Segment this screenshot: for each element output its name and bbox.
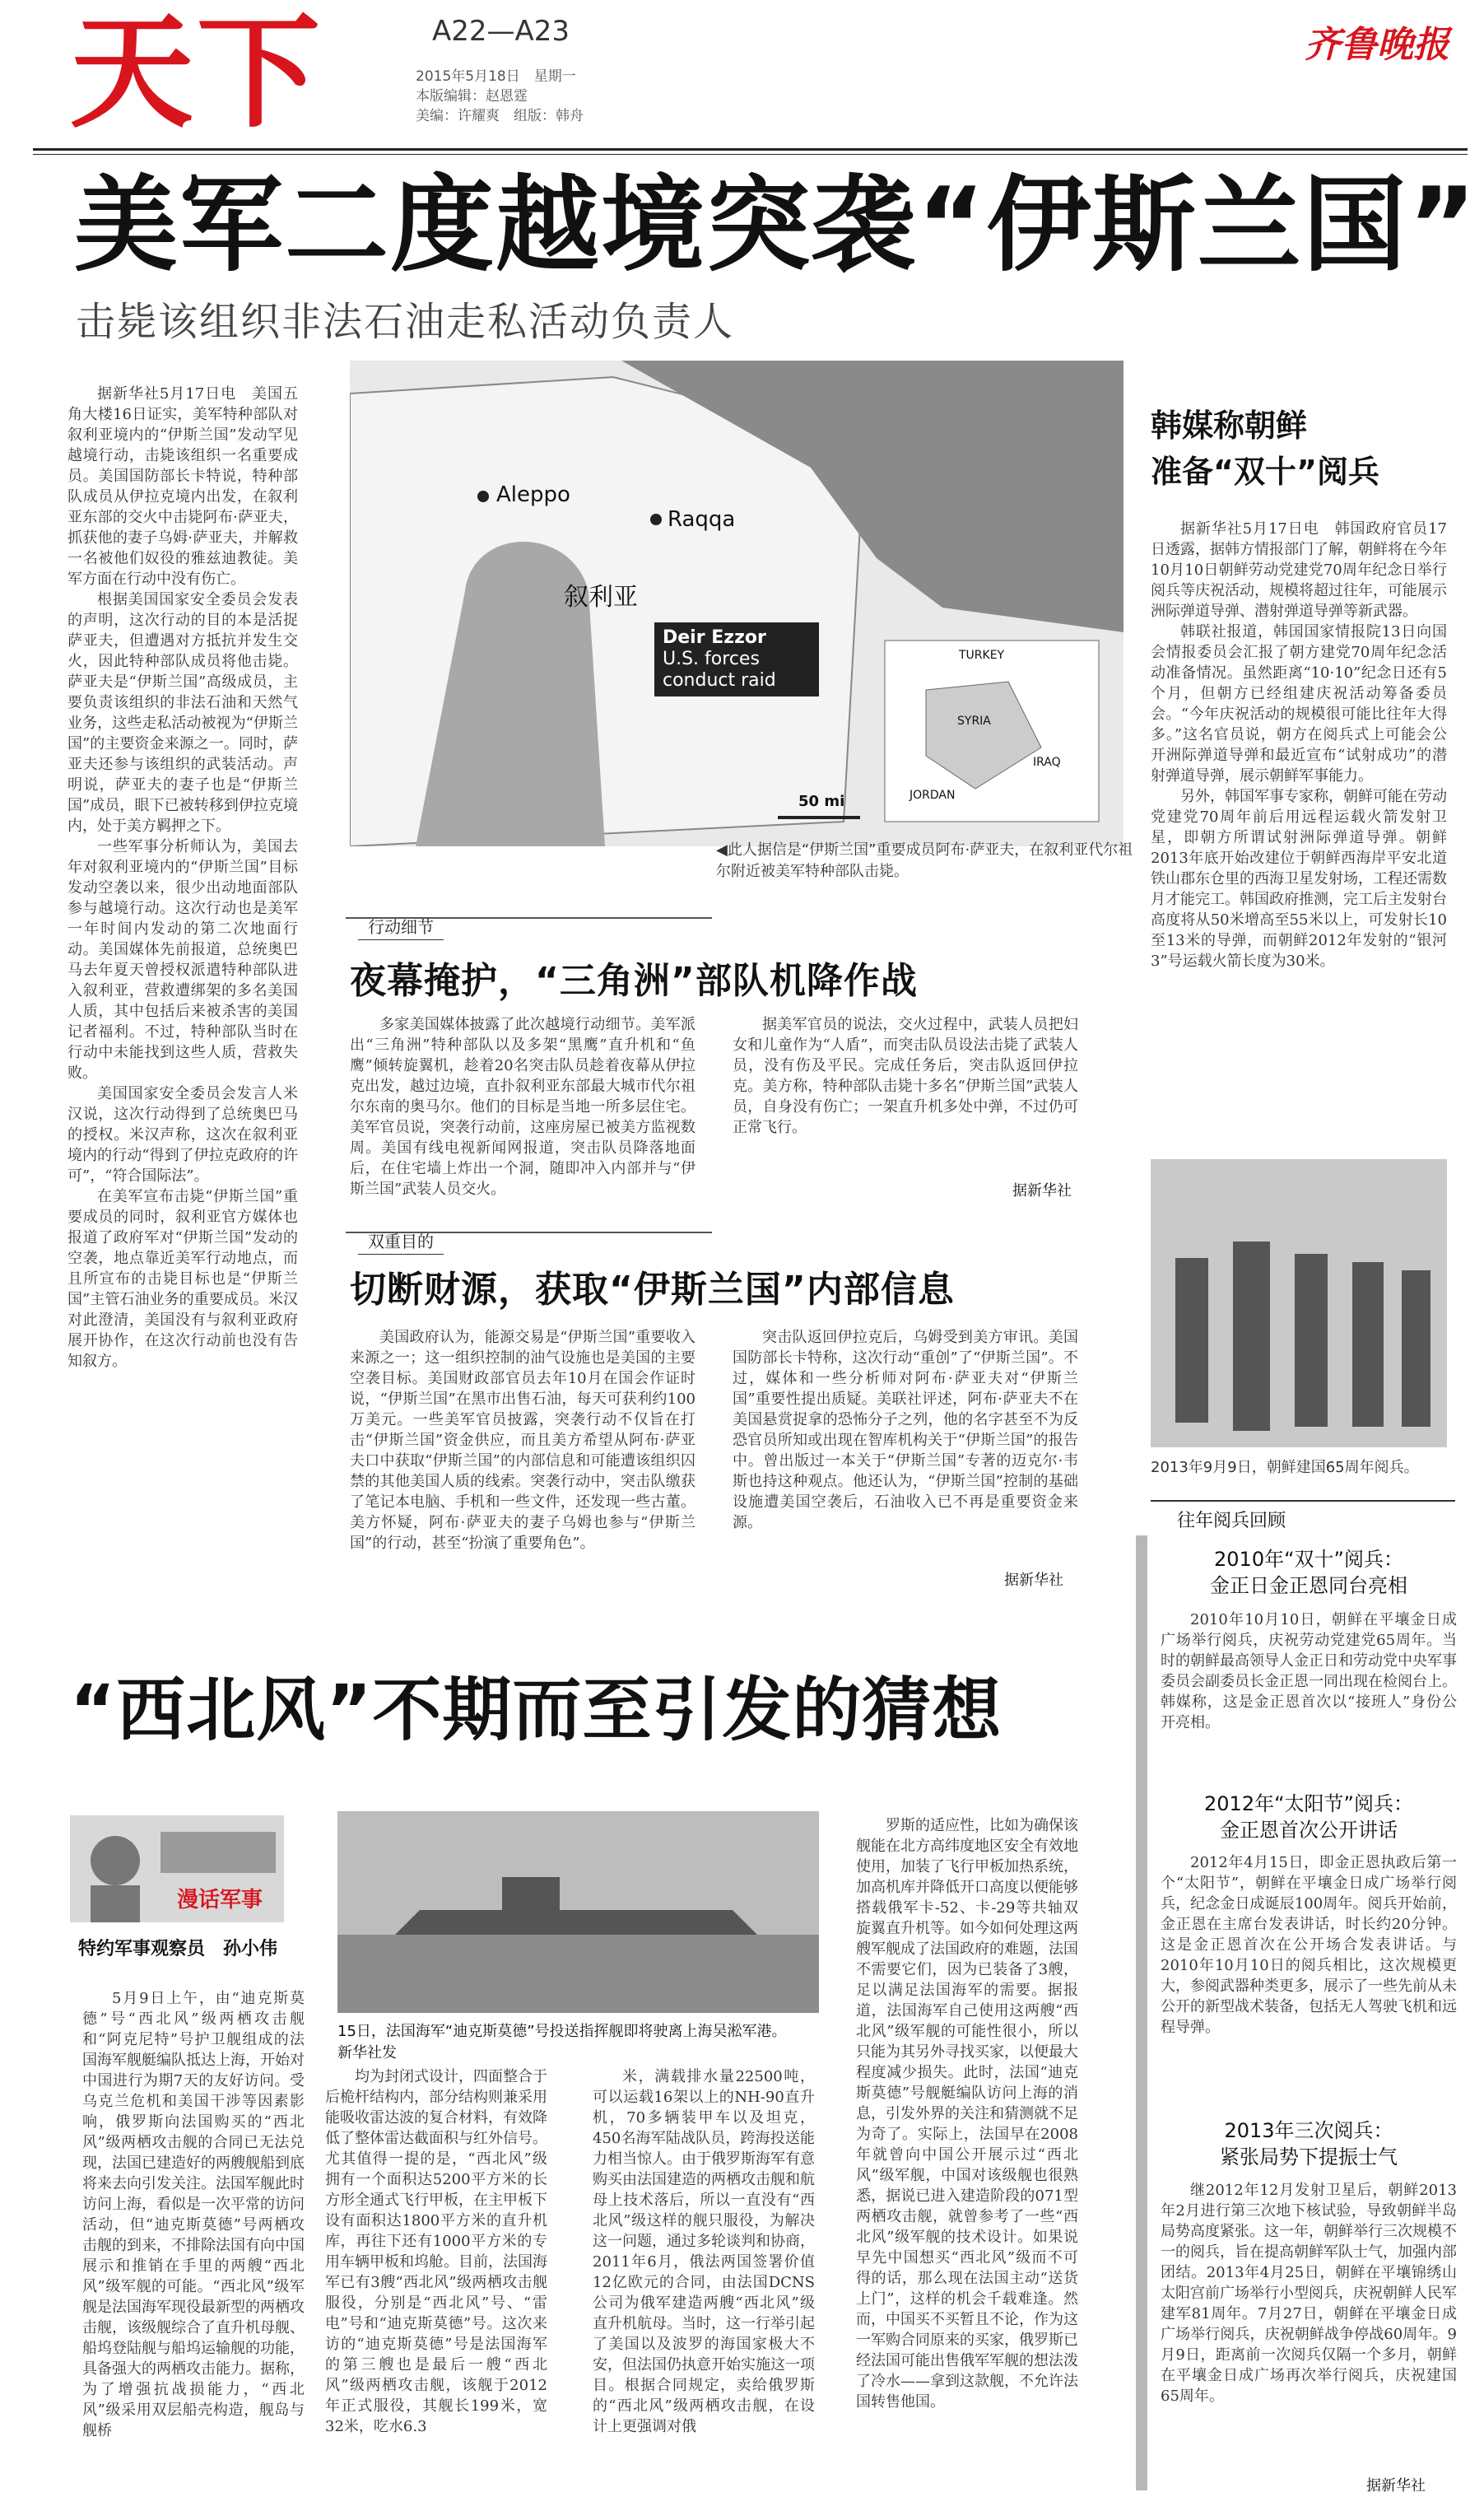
syria-label: 叙利亚 <box>564 583 638 612</box>
paragraph: 2012年4月15日，即金正恩执政后第一个“太阳节”，朝鲜在平壤金日成广场举行阅兵，纪念金日成诞辰100周年。阅兵开始前，金正恩在主席台发表讲话，时长约20分钟。这是金正恩首次在公开场合发表讲话。与2010年10月10日的阅兵相比，这次规模更大，参阅武器种类更多，展示了一些先前从未公开的新型战术装备，包括无人驾驶飞机和远程导弹。 <box>1161 1854 1457 2036</box>
bottom-body-col4 <box>856 1815 1078 2490</box>
paragraph: 2010年10月10日，朝鲜在平壤金日成广场举行阅兵，庆祝劳动党建党65周年。当时的朝鲜最高领导人金正日和劳动党中央军事委员会副委员长金正恩一同出现在检阅台上。韩媒称，这是金正恩首次以“接班人”身份公开亮相。 <box>1161 1611 1457 1731</box>
section-body-col2 <box>733 1014 1078 1195</box>
paragraph: 5月9日上午，由“迪克斯莫德”号“西北风”级两栖攻击舰和“阿克尼特”号护卫舰组成的法国海军舰艇编队抵达上海，开始对中国进行为期7天的友好访问。受乌克兰危机和美国干涉等因素影响，俄罗斯向法国购买的“西北风”级两栖攻击舰的合同已无法兑现，法国已建造好的两艘舰船到底将来去向引发关注。法国军舰此时访问上海，看似是一次平常的访问活动，但“迪克斯莫德”号两栖攻击舰的到来，不排除法国有向中国展示和推销在手里的两艘“西北风”级军舰的可能。“西北风”级军舰是法国海军现役最新型的两栖攻击舰，该级舰综合了直升机母舰、船坞登陆舰与船坞运输舰的功能，具备强大的两栖攻击能力。据称，为了增强抗战损能力，“西北风”级采用双层船壳构造，舰岛与舰桥 <box>82 1990 305 2439</box>
scale-label: 50 mi <box>798 793 845 810</box>
aleppo-label: Aleppo <box>496 482 570 507</box>
paragraph: 罗斯的适应性，比如为确保该舰能在北方高纬度地区安全有效地使用，加装了飞行甲板加热系统，加高机库并降低开口高度以便能够搭载俄军卡-52、卡-29等共轴双旋翼直升机等。如今如何处理这两艘军舰成了法国政府的难题，法国不需要它们，因为已装备了3艘，足以满足法国海军的需要。据报道，法国海军自己使用这两艘“西北风”级军舰的可能性很小，所以只能为其另外寻找买家，以便最大程度减少损失。此时，法国“迪克斯莫德”号舰艇编队访问上海的消息，引发外界的关注和猜测就不足为奇了。实际上，法国早在2008年就曾向中国公开展示过“西北风”级军舰，中国对该级舰也很熟悉，据说已进入建造阶段的071型两栖攻击舰，就曾参考了一些“西北风”级军舰的技术设计。如果说早先中国想买“西北风”级而不可得的话，那么现在法国主动“送货上门”，这样的机会千载难逢。然而，中国买不买暂且不论，作为这一军购合同原来的买家，俄罗斯已经法国可能出售俄军军舰的想法泼了冷水——拿到这款舰，不允许法国转售他国。 <box>856 1817 1078 2411</box>
paragraph: 美国国家安全委员会发言人米汉说，这次行动得到了总统奥巴马的授权。米汉声称，这次在叙利亚境内的行动“得到了伊拉克政府的许可”，“符合国际法”。 <box>67 1085 298 1185</box>
source-credit: 据新华社 <box>1366 2477 1426 2495</box>
ship-caption: 15日，法国海军“迪克斯莫德”号投送指挥舰即将驶离上海吴淞军港。 新华社发 <box>337 2023 839 2061</box>
raqqa-label: Raqqa <box>668 507 736 532</box>
timeline-item-2013-body <box>1161 2180 1457 2476</box>
section-body-col1 <box>350 1327 695 1591</box>
raid-place: Deir Ezzor <box>663 627 766 648</box>
raid-callout <box>654 622 819 696</box>
masthead-rule-thin <box>33 154 1468 155</box>
paragraph: 美国政府认为，能源交易是“伊斯兰国”重要收入来源之一；这一组织控制的油气设施也是美国的主要空袭目标。美国财政部官员去年10月在国会作证时说，“伊斯兰国”在黑市出售石油，每天可获利约100万美元。一些美军官员披露，突袭行动不仅旨在打击“伊斯兰国”资金供应，而且美方希望从阿布·萨亚夫口中获取“伊斯兰国”的内部信息和可能遭该组织囚禁的其他美国人质的线索。突袭行动中，突击队缴获了笔记本电脑、手机和一些文件，还发现一些古董。美方怀疑，阿布·萨亚夫的妻子乌姆也参与“伊斯兰国”的行动，甚至“扮演了重要角色”。 <box>350 1329 695 1552</box>
source-credit: 据新华社 <box>1012 1182 1072 1200</box>
side-headline-line1: 韩媒称朝鲜 <box>1151 408 1308 444</box>
photo-caption: ◀此人据信是“伊斯兰国”重要成员阿布·萨亚夫，在叙利亚代尔祖尔附近被美军特种部队击毙。 <box>716 841 1133 880</box>
timeline-item-2010-head: 2010年“双十”阅兵： 金正日金正恩同台亮相 <box>1210 1548 1407 1597</box>
paragraph: 在美军宣布击毙“伊斯兰国”重要成员的同时，叙利亚官方媒体也报道了政府军对“伊斯兰国”发动的空袭，地点靠近美军行动地点，而且所宣布的击毙目标也是“伊斯兰国”主管石油业务的重要成员。米汉对此澄清，美国没有与叙利亚政府展开协作，在这次行动前也没有告知叙方。 <box>67 1188 298 1370</box>
paragraph: 均为封闭式设计，四面整合于后桅杆结构内，部分结构则兼采用能吸收雷达波的复合材料，有效降低了整体雷达截面积与红外信号。尤其值得一提的是，“西北风”级拥有一个面积达5200平方米的长方形全通式飞行甲板，在主甲板下设有面积达1800平方米的直升机库，再往下还有1000平方米的专用车辆甲板和坞舱。目前，法国海军已有3艘“西北风”级两栖攻击舰服役，分别是“西北风”号、“雷电”号和“迪克斯莫德”号。这次来访的“迪克斯莫德”号是法国海军的第三艘也是最后一艘“西北风”级两栖攻击舰，该舰于2012年正式服役，其舰长199米，宽32米，吃水6.3 <box>325 2068 547 2435</box>
inset-jordan: JORDAN <box>909 789 956 802</box>
columnist-name: 特约军事观察员 孙小伟 <box>78 1939 278 1959</box>
paragraph: 据新华社5月17日电 美国五角大楼16日证实，美军特种部队对叙利亚境内的“伊斯兰国”发动罕见越境行动，击毙该组织一名重要成员。美国国防部长卡特说，特种部队成员从伊拉克境内出发，在叙利亚东部的交火中击毙阿布·萨亚夫，抓获他的妻子乌姆·萨亚夫，并解救一名被他们奴役的雅兹迪教徒。美军方面在行动中没有伤亡。 <box>67 385 298 588</box>
paragraph: 多家美国媒体披露了此次越境行动细节。美军派出“三角洲”特种部队以及多架“黑鹰”直升机和“鱼鹰”倾转旋翼机，趁着20名突击队员趁着夜幕从伊拉克出发，越过边境，直扑叙利亚东部最大城市代尔祖尔东南的奥马尔。他们的目标是当地一所多层住宅。美军官员说，突袭行动前，这座房屋已被美方监视数周。美国有线电视新闻网报道，突击队员降落地面后，在住宅墙上炸出一个洞，随即冲入内部并与“伊斯兰国”武装人员交火。 <box>350 1016 695 1198</box>
timeline-item-2012-body <box>1161 1852 1457 2099</box>
page-numbers: A22—A23 <box>432 15 570 48</box>
raid-text-2: conduct raid <box>663 670 776 691</box>
parade-graphic <box>1151 1159 1447 1447</box>
paper-logo: 齐鲁晚报 <box>1305 24 1449 66</box>
section-body-col2 <box>733 1327 1078 1578</box>
parade-caption: 2013年9月9日，朝鲜建国65周年阅兵。 <box>1151 1459 1419 1476</box>
design-credit: 美编：许耀爽 组版：韩舟 <box>416 108 584 124</box>
section-body-col1 <box>350 1014 695 1216</box>
avatar <box>91 1836 140 1885</box>
paragraph: 据新华社5月17日电 韩国政府官员17日透露，据韩方情报部门了解，朝鲜将在今年10月10日朝鲜劳动党建党70周年纪念日举行阅兵等庆祝活动，规模将超过往年，可能展示洲际弹道导弹、潜射弹道导弹等新武器。 <box>1151 520 1447 620</box>
paragraph: 一些军事分析师认为，美国去年对叙利亚境内的“伊斯兰国”目标发动空袭以来，很少出动地面部队参与越境行动。这次行动也是美军一年时间内发动的第二次地面行动。美国媒体先前报道，总统奥巴马去年夏天曾授权派遣特种部队进入叙利亚，营救遭绑架的多名美国人质，其中包括后来被杀害的美国记者福利。不过，特种部队当时在行动中未能找到这些人质，营救失败。 <box>67 838 298 1082</box>
main-headline: 美军二度越境突袭“伊斯兰国” <box>74 165 1478 286</box>
side-headline-line2: 准备“双十”阅兵 <box>1151 454 1379 490</box>
columnist-box <box>70 1815 284 1922</box>
column-logo: 漫话军事 <box>177 1888 263 1912</box>
timeline-item-2013-head: 2013年三次阅兵： 紧张局势下提振士气 <box>1220 2119 1398 2169</box>
raid-text-1: U.S. forces <box>663 649 760 669</box>
aleppo-marker <box>477 491 489 502</box>
bottom-headline: “西北风”不期而至引发的猜想 <box>70 1670 1003 1750</box>
map-photo-composite <box>350 361 1123 846</box>
editor-credit: 本版编辑：赵恩霆 <box>416 88 528 105</box>
timeline-label: 往年阅兵回顾 <box>1177 1511 1286 1531</box>
side-article-body <box>1151 519 1447 1144</box>
timeline-item-2012-head: 2012年“太阳节”阅兵： 金正恩首次公开讲话 <box>1204 1792 1413 1842</box>
ship-photo <box>337 1811 819 2013</box>
source-credit: 据新华社 <box>1004 1572 1063 1589</box>
paragraph: 突击队返回伊拉克后，乌姆受到美方审讯。美国国防部长卡特称，这次行动“重创”了“伊斯兰国”。不过，媒体和一些分析师对阿布·萨亚夫对“伊斯兰国”重要性提出质疑。美联社评述，阿布·萨亚夫不在美国悬赏捉拿的恐怖分子之列，他的名字甚至不为反恐官员所知或出现在智库机构关于“伊斯兰国”的报告中。曾出版过一本关于“伊斯兰国”专著的迈克尔·韦斯也持这种观点。他还认为，“伊斯兰国”控制的基础设施遭美国空袭后，石油收入已不再是重要资金来源。 <box>733 1329 1078 1531</box>
masthead-rule <box>33 148 1468 151</box>
timeline-item-2010-body <box>1161 1610 1457 1766</box>
bottom-body-col3 <box>593 2066 815 2495</box>
section-label: 行动细节 <box>358 912 444 940</box>
bottom-body-col2 <box>325 2066 547 2495</box>
inset-iraq: IRAQ <box>1033 756 1061 769</box>
paragraph: 米，满载排水量22500吨，可以运载16架以上的NH-90直升机，70多辆装甲车以及坦克，450名海军陆战队员，跨海投送能力相当惊人。由于俄罗斯海军有意购买由法国建造的两栖攻击舰和航母上技术落后，所以一直没有“西北风”级这样的舰只服役，为解决这一问题，通过多轮谈判和协商，2011年6月，俄法两国签署价值12亿欧元的合同，由法国DCNS公司为俄军建造两艘“西北风”级直升机航母。当时，这一行举引起了美国以及波罗的海国家极大不安，但法国仍执意开始实施这一项目。根据合同规定，卖给俄罗斯的“西北风”级两栖攻击舰，在设计上更强调对俄 <box>593 2068 815 2435</box>
section-headline: 切断财源，获取“伊斯兰国”内部信息 <box>350 1269 955 1311</box>
ship-graphic <box>337 1811 819 2013</box>
paragraph: 韩联社报道，韩国国家情报院13日向国会情报委员会汇报了朝方建党70周年纪念活动准备情况。虽然距离“10·10”纪念日还有5个月，但朝方已经组建庆祝活动筹备委员会。“今年庆祝活动的规模很可能比往年大得多。”这名官员说，朝方在阅兵式上可能会公开洲际弹道导弹和最近宣布“试射成功”的潜射弹道导弹，展示朝鲜军事能力。 <box>1151 623 1447 785</box>
main-article-body <box>67 384 298 1594</box>
section-label: 双重目的 <box>358 1227 444 1255</box>
paragraph: 根据美国国家安全委员会发表的声明，这次行动的目的本是活捉萨亚夫，但遭遇对方抵抗并发生交火，因此特种部队成员将他击毙。萨亚夫是“伊斯兰国”高级成员，主要负责该组织的非法石油和天然气业务，这些走私活动被视为“伊斯兰国”的主要资金来源之一。同时，萨亚夫还参与该组织的武装活动。声明说，萨亚夫的妻子也是“伊斯兰国”成员，眼下已被转移到伊拉克境内，处于美方羁押之下。 <box>67 591 298 835</box>
timeline-bar <box>1136 1535 1147 2490</box>
issue-date: 2015年5月18日 星期一 <box>416 68 576 85</box>
section-title: 天下 <box>70 2 324 145</box>
parade-photo <box>1151 1159 1447 1447</box>
section-headline: 夜幕掩护，“三角洲”部队机降作战 <box>350 960 918 1002</box>
main-subheadline: 击毙该组织非法石油走私活动负责人 <box>76 299 735 345</box>
map-graphic <box>350 361 1123 846</box>
paragraph: 据美军官员的说法，交火过程中，武装人员把妇女和儿童作为“人盾”，而突击队员设法击毙了武装人员，没有伤及平民。完成任务后，突击队返回伊拉克。美方称，特种部队击毙十多名“伊斯兰国”武装人员，自身没有伤亡；一架直升机多处中弹，不过仍可正常飞行。 <box>733 1016 1078 1136</box>
bottom-body-col1 <box>82 1988 305 2482</box>
inset-syria: SYRIA <box>957 715 991 728</box>
paragraph: 另外，韩国军事专家称，朝鲜可能在劳动党建党70周年前后用远程运载火箭发射卫星，即朝方所谓试射洲际弹道导弹。朝鲜2013年底开始改建位于朝鲜西海岸平安北道铁山郡东仓里的西海卫星发射场，工程还需数月才能完工。韩国政府推测，完工后主发射台高度将从50米增高至55米以上，可发射长10至13米的导弹，而朝鲜2012年发射的“银河3”号运载火箭长度为30米。 <box>1151 788 1447 970</box>
raqqa-marker <box>650 514 662 525</box>
paragraph: 继2012年12月发射卫星后，朝鲜2013年2月进行第三次地下核试验，导致朝鲜半岛局势高度紧张。这一年，朝鲜举行三次规模不一的阅兵，旨在提高朝鲜军队士气，加强内部团结。2013年4月25日，朝鲜在平壤锦绣山太阳宫前广场举行小型阅兵，庆祝朝鲜人民军建军81周年。7月27日，朝鲜在平壤金日成广场举行阅兵，庆祝朝鲜战争停战60周年。9月9日，距离前一次阅兵仅隔一个多月，朝鲜在平壤金日成广场再次举行阅兵，庆祝建国65周年。 <box>1161 2182 1457 2405</box>
inset-turkey: TURKEY <box>959 649 1005 662</box>
timeline-rule <box>1151 1500 1455 1502</box>
